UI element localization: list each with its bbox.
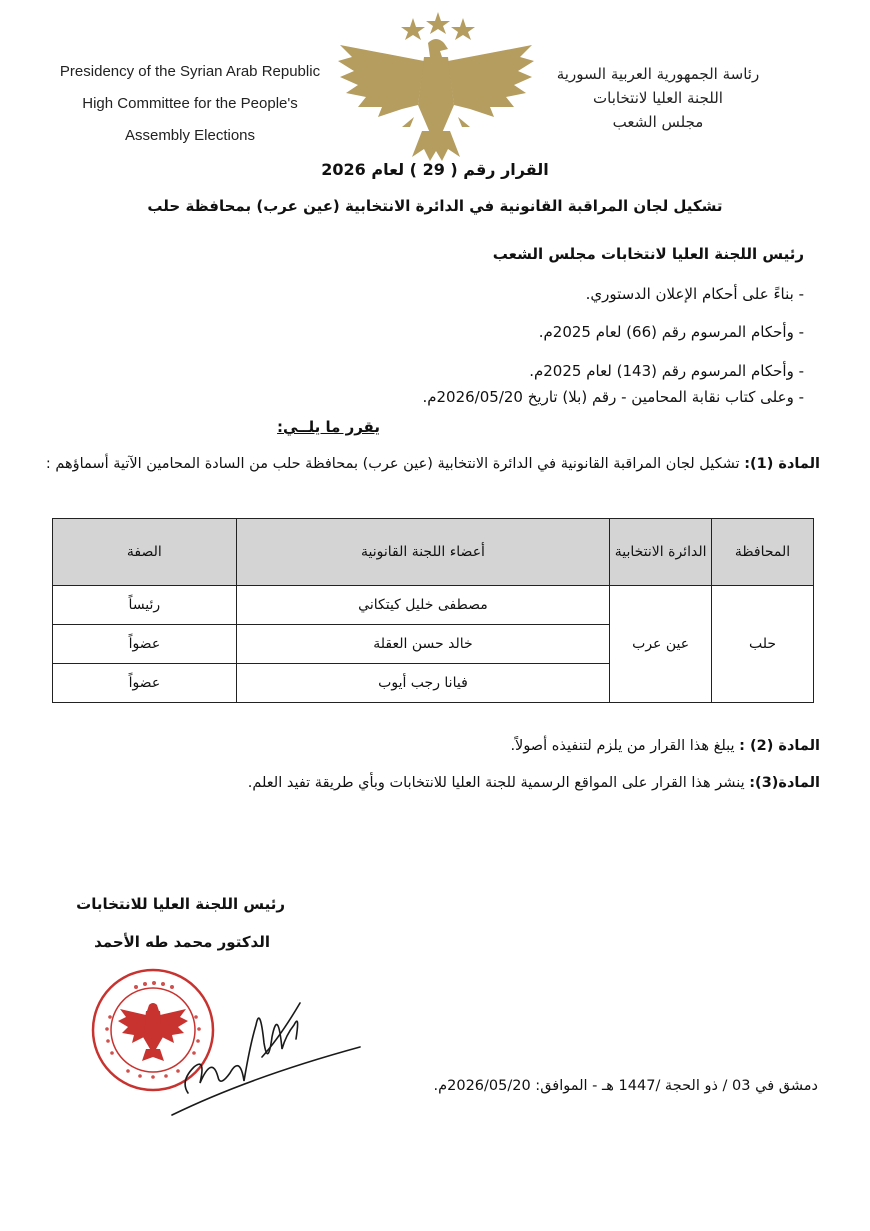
cell-governorate: حلب xyxy=(712,586,814,703)
arabic-header xyxy=(528,62,788,134)
header-district: الدائرة الانتخابية xyxy=(610,519,712,586)
header-members: أعضاء اللجنة القانونية xyxy=(236,519,609,586)
cell-member-role: عضواً xyxy=(53,664,237,703)
committee-table xyxy=(52,518,814,703)
article-2-text: يبلغ هذا القرار من يلزم لتنفيذه أصولاً. xyxy=(510,738,740,754)
eagle-emblem-icon xyxy=(330,5,540,165)
header-role: الصفة xyxy=(53,519,237,586)
reference-4: - وعلى كتاب نقابة المحامين - رقم (بلا) تاريخ 2026/05/20م. xyxy=(422,388,804,406)
article-1-text: تشكيل لجان المراقبة القانونية في الدائرة الانتخابية (عين عرب) بمحافظة حلب من السادة المحامين الآتية أسماؤهم : xyxy=(45,456,745,472)
article-2 xyxy=(510,738,820,754)
decision-subject: تشكيل لجان المراقبة القانونية في الدائرة الانتخابية (عين عرب) بمحافظة حلب xyxy=(147,197,723,215)
cell-member-name: مصطفى خليل كيتكاني xyxy=(236,586,609,625)
reference-1: - بناءً على أحكام الإعلان الدستوري. xyxy=(585,285,804,303)
article-1 xyxy=(40,452,820,477)
article-3 xyxy=(248,775,820,791)
english-header-line-2: High Committee for the People's xyxy=(82,95,298,112)
english-header xyxy=(40,56,340,152)
table-row xyxy=(53,586,814,625)
signatory-name: الدكتور محمد طه الأحمد xyxy=(94,933,270,951)
cell-member-role: عضواً xyxy=(53,625,237,664)
article-3-label: المادة(3): xyxy=(749,775,820,791)
signatory-title: رئيس اللجنة العليا للانتخابات xyxy=(76,895,285,913)
cell-member-name: فيانا رجب أيوب xyxy=(236,664,609,703)
english-header-line-1: Presidency of the Syrian Arab Republic xyxy=(59,63,321,80)
arabic-header-line-1: رئاسة الجمهورية العربية السورية xyxy=(556,65,760,83)
decides-heading: يقرر ما يلــي: xyxy=(277,418,380,436)
cell-member-role: رئيساً xyxy=(53,586,237,625)
handwritten-signature-icon xyxy=(160,985,370,1120)
article-2-label: المادة (2) : xyxy=(739,738,820,754)
cell-district: عين عرب xyxy=(610,586,712,703)
header-governorate: المحافظة xyxy=(712,519,814,586)
issuing-authority: رئيس اللجنة العليا لانتخابات مجلس الشعب xyxy=(492,245,804,263)
table-header-row xyxy=(53,519,814,586)
article-3-text: ينشر هذا القرار على المواقع الرسمية للجنة العليا للانتخابات وبأي طريقة تفيد العلم. xyxy=(247,775,750,791)
decision-number: القرار رقم ( 29 ) لعام 2026 xyxy=(321,160,549,179)
date-line: دمشق في 03 / ذو الحجة /1447 هـ - الموافق: 2026/05/20م. xyxy=(433,1078,818,1094)
cell-member-name: خالد حسن العقلة xyxy=(236,625,609,664)
reference-2: - وأحكام المرسوم رقم (66) لعام 2025م. xyxy=(538,323,804,341)
english-header-line-3: Assembly Elections xyxy=(124,127,256,144)
arabic-header-line-2: اللجنة العليا لانتخابات xyxy=(593,89,723,107)
reference-3: - وأحكام المرسوم رقم (143) لعام 2025م. xyxy=(529,362,804,380)
arabic-header-line-3: مجلس الشعب xyxy=(612,113,704,131)
article-1-label: المادة (1): xyxy=(744,456,820,472)
